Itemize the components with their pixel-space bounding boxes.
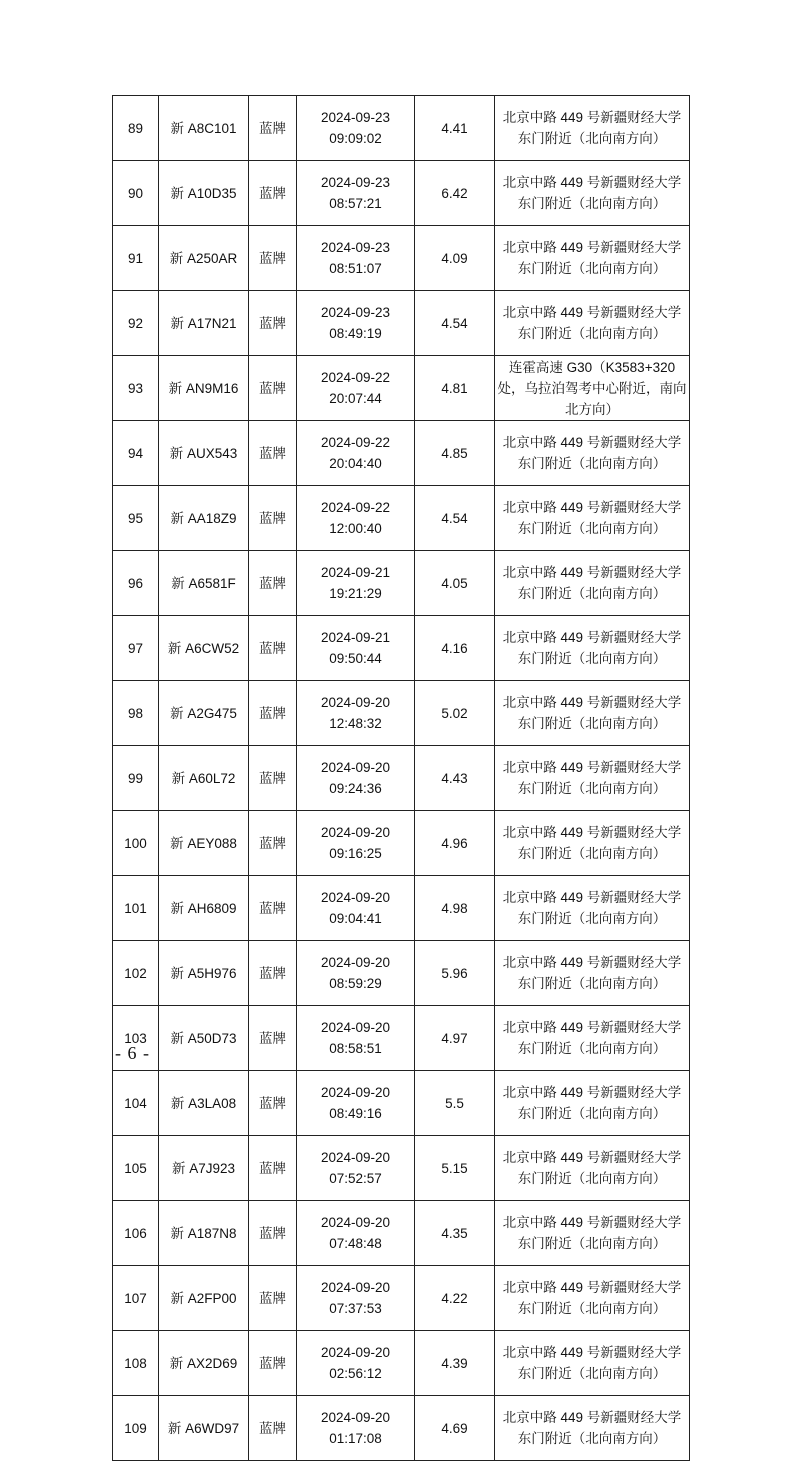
date-text: 2024-09-23 (320, 110, 391, 125)
date-text: 2024-09-21 (320, 630, 391, 645)
value-cell: 4.69 (415, 1396, 495, 1461)
time-text: 09:04:41 (329, 911, 382, 926)
date-text: 2024-09-20 (320, 825, 391, 840)
location-cell: 北京中路 449 号新疆财经大学东门附近（北向南方向） (495, 1006, 690, 1071)
row-number-cell: 91 (113, 226, 159, 291)
plate-cell: 新 A7J923 (159, 1136, 249, 1201)
value-cell: 6.42 (415, 161, 495, 226)
plate-type-cell: 蓝牌 (249, 1331, 297, 1396)
row-number-cell: 103 (113, 1006, 159, 1071)
table-row (113, 421, 690, 486)
datetime-cell (297, 96, 415, 161)
row-number-cell: 105 (113, 1136, 159, 1201)
location-cell: 北京中路 449 号新疆财经大学东门附近（北向南方向） (495, 1396, 690, 1461)
time-text: 08:49:19 (329, 326, 382, 341)
row-number-cell: 89 (113, 96, 159, 161)
plate-type-cell: 蓝牌 (249, 1201, 297, 1266)
plate-cell: 新 A17N21 (159, 291, 249, 356)
plate-type-cell: 蓝牌 (249, 681, 297, 746)
table-row (113, 486, 690, 551)
datetime-cell (297, 681, 415, 746)
datetime-cell (297, 746, 415, 811)
date-text: 2024-09-20 (320, 1410, 391, 1425)
date-text: 2024-09-22 (320, 435, 391, 450)
table-row (113, 1201, 690, 1266)
datetime-cell (297, 1266, 415, 1331)
row-number-cell: 104 (113, 1071, 159, 1136)
plate-cell: 新 A50D73 (159, 1006, 249, 1071)
plate-cell: 新 A3LA08 (159, 1071, 249, 1136)
location-cell: 北京中路 449 号新疆财经大学东门附近（北向南方向） (495, 1136, 690, 1201)
location-cell: 北京中路 449 号新疆财经大学东门附近（北向南方向） (495, 1071, 690, 1136)
value-cell: 4.96 (415, 811, 495, 876)
datetime-cell (297, 291, 415, 356)
table-row (113, 1331, 690, 1396)
table-row (113, 876, 690, 941)
plate-type-cell: 蓝牌 (249, 876, 297, 941)
plate-type-cell: 蓝牌 (249, 941, 297, 1006)
datetime-cell (297, 941, 415, 1006)
datetime-cell (297, 1201, 415, 1266)
time-text: 09:50:44 (329, 651, 382, 666)
records-table-body (113, 96, 690, 1461)
value-cell: 4.41 (415, 96, 495, 161)
date-text: 2024-09-22 (320, 370, 391, 385)
location-cell: 北京中路 449 号新疆财经大学东门附近（北向南方向） (495, 486, 690, 551)
time-text: 08:59:29 (329, 976, 382, 991)
value-cell: 5.5 (415, 1071, 495, 1136)
value-cell: 4.09 (415, 226, 495, 291)
time-text: 02:56:12 (329, 1366, 382, 1381)
time-text: 01:17:08 (329, 1431, 382, 1446)
location-cell: 北京中路 449 号新疆财经大学东门附近（北向南方向） (495, 226, 690, 291)
value-cell: 4.43 (415, 746, 495, 811)
location-cell: 北京中路 449 号新疆财经大学东门附近（北向南方向） (495, 551, 690, 616)
location-cell: 北京中路 449 号新疆财经大学东门附近（北向南方向） (495, 616, 690, 681)
value-cell: 4.05 (415, 551, 495, 616)
date-text: 2024-09-23 (320, 175, 391, 190)
plate-cell: 新 A2FP00 (159, 1266, 249, 1331)
value-cell: 4.16 (415, 616, 495, 681)
date-text: 2024-09-21 (320, 565, 391, 580)
row-number-cell: 93 (113, 356, 159, 421)
table-row (113, 1266, 690, 1331)
time-text: 08:51:07 (329, 261, 382, 276)
plate-type-cell: 蓝牌 (249, 356, 297, 421)
value-cell: 4.35 (415, 1201, 495, 1266)
location-cell: 北京中路 449 号新疆财经大学东门附近（北向南方向） (495, 421, 690, 486)
table-row (113, 96, 690, 161)
time-text: 08:57:21 (329, 196, 382, 211)
location-cell: 北京中路 449 号新疆财经大学东门附近（北向南方向） (495, 941, 690, 1006)
plate-type-cell: 蓝牌 (249, 811, 297, 876)
date-text: 2024-09-20 (320, 1020, 391, 1035)
location-cell: 北京中路 449 号新疆财经大学东门附近（北向南方向） (495, 291, 690, 356)
datetime-cell (297, 1071, 415, 1136)
table-row (113, 616, 690, 681)
value-cell: 5.96 (415, 941, 495, 1006)
row-number-cell: 108 (113, 1331, 159, 1396)
time-text: 12:48:32 (329, 716, 382, 731)
date-text: 2024-09-23 (320, 240, 391, 255)
value-cell: 4.54 (415, 291, 495, 356)
plate-type-cell: 蓝牌 (249, 486, 297, 551)
value-cell: 4.39 (415, 1331, 495, 1396)
row-number-cell: 100 (113, 811, 159, 876)
row-number-cell: 94 (113, 421, 159, 486)
location-cell: 北京中路 449 号新疆财经大学东门附近（北向南方向） (495, 1201, 690, 1266)
plate-type-cell: 蓝牌 (249, 1266, 297, 1331)
row-number-cell: 106 (113, 1201, 159, 1266)
table-row (113, 1396, 690, 1461)
plate-type-cell: 蓝牌 (249, 1006, 297, 1071)
date-text: 2024-09-20 (320, 1085, 391, 1100)
plate-type-cell: 蓝牌 (249, 746, 297, 811)
datetime-cell (297, 486, 415, 551)
location-cell: 北京中路 449 号新疆财经大学东门附近（北向南方向） (495, 96, 690, 161)
plate-cell: 新 A60L72 (159, 746, 249, 811)
plate-type-cell: 蓝牌 (249, 161, 297, 226)
value-cell: 4.97 (415, 1006, 495, 1071)
time-text: 08:58:51 (329, 1041, 382, 1056)
datetime-cell (297, 161, 415, 226)
datetime-cell (297, 1136, 415, 1201)
location-cell: 北京中路 449 号新疆财经大学东门附近（北向南方向） (495, 876, 690, 941)
time-text: 07:52:57 (329, 1171, 382, 1186)
value-cell: 5.15 (415, 1136, 495, 1201)
time-text: 08:49:16 (329, 1106, 382, 1121)
date-text: 2024-09-20 (320, 760, 391, 775)
value-cell: 4.81 (415, 356, 495, 421)
plate-cell: 新 AUX543 (159, 421, 249, 486)
date-text: 2024-09-22 (320, 500, 391, 515)
table-row (113, 161, 690, 226)
plate-cell: 新 AH6809 (159, 876, 249, 941)
plate-cell: 新 A6WD97 (159, 1396, 249, 1461)
plate-cell: 新 A6581F (159, 551, 249, 616)
value-cell: 5.02 (415, 681, 495, 746)
datetime-cell (297, 1396, 415, 1461)
table-row (113, 291, 690, 356)
datetime-cell (297, 1006, 415, 1071)
datetime-cell (297, 1331, 415, 1396)
row-number-cell: 90 (113, 161, 159, 226)
time-text: 07:48:48 (329, 1236, 382, 1251)
value-cell: 4.85 (415, 421, 495, 486)
row-number-cell: 98 (113, 681, 159, 746)
plate-type-cell: 蓝牌 (249, 96, 297, 161)
time-text: 09:09:02 (329, 131, 382, 146)
plate-type-cell: 蓝牌 (249, 551, 297, 616)
plate-cell: 新 A5H976 (159, 941, 249, 1006)
time-text: 09:16:25 (329, 846, 382, 861)
location-cell: 北京中路 449 号新疆财经大学东门附近（北向南方向） (495, 681, 690, 746)
table-row (113, 1006, 690, 1071)
table-row (113, 681, 690, 746)
plate-cell: 新 A187N8 (159, 1201, 249, 1266)
row-number-cell: 109 (113, 1396, 159, 1461)
date-text: 2024-09-20 (320, 890, 391, 905)
plate-cell: 新 AEY088 (159, 811, 249, 876)
location-cell: 连霍高速 G30（K3583+320 处，乌拉泊驾考中心附近，南向北方向） (495, 356, 690, 421)
plate-cell: 新 A8C101 (159, 96, 249, 161)
plate-cell: 新 AA18Z9 (159, 486, 249, 551)
value-cell: 4.98 (415, 876, 495, 941)
table-row (113, 1071, 690, 1136)
date-text: 2024-09-20 (320, 955, 391, 970)
location-cell: 北京中路 449 号新疆财经大学东门附近（北向南方向） (495, 161, 690, 226)
date-text: 2024-09-20 (320, 1215, 391, 1230)
location-cell: 北京中路 449 号新疆财经大学东门附近（北向南方向） (495, 1331, 690, 1396)
value-cell: 4.22 (415, 1266, 495, 1331)
datetime-cell (297, 421, 415, 486)
date-text: 2024-09-23 (320, 305, 391, 320)
table-row (113, 1136, 690, 1201)
time-text: 07:37:53 (329, 1301, 382, 1316)
row-number-cell: 101 (113, 876, 159, 941)
table-row (113, 811, 690, 876)
table-row (113, 551, 690, 616)
date-text: 2024-09-20 (320, 1150, 391, 1165)
date-text: 2024-09-20 (320, 1345, 391, 1360)
datetime-cell (297, 551, 415, 616)
plate-type-cell: 蓝牌 (249, 291, 297, 356)
datetime-cell (297, 616, 415, 681)
plate-type-cell: 蓝牌 (249, 1136, 297, 1201)
time-text: 12:00:40 (329, 521, 382, 536)
plate-cell: 新 AN9M16 (159, 356, 249, 421)
datetime-cell (297, 876, 415, 941)
plate-cell: 新 A2G475 (159, 681, 249, 746)
time-text: 20:04:40 (329, 456, 382, 471)
date-text: 2024-09-20 (320, 695, 391, 710)
plate-type-cell: 蓝牌 (249, 1071, 297, 1136)
date-text: 2024-09-20 (320, 1280, 391, 1295)
time-text: 09:24:36 (329, 781, 382, 796)
datetime-cell (297, 811, 415, 876)
page-number: - 6 - (115, 1043, 150, 1063)
plate-type-cell: 蓝牌 (249, 421, 297, 486)
plate-type-cell: 蓝牌 (249, 616, 297, 681)
location-cell: 北京中路 449 号新疆财经大学东门附近（北向南方向） (495, 746, 690, 811)
location-cell: 北京中路 449 号新疆财经大学东门附近（北向南方向） (495, 1266, 690, 1331)
records-table (112, 95, 690, 1461)
location-cell: 北京中路 449 号新疆财经大学东门附近（北向南方向） (495, 811, 690, 876)
table-row (113, 226, 690, 291)
row-number-cell: 92 (113, 291, 159, 356)
plate-type-cell: 蓝牌 (249, 1396, 297, 1461)
row-number-cell: 97 (113, 616, 159, 681)
plate-cell: 新 A10D35 (159, 161, 249, 226)
plate-type-cell: 蓝牌 (249, 226, 297, 291)
value-cell: 4.54 (415, 486, 495, 551)
plate-cell: 新 A6CW52 (159, 616, 249, 681)
table-row (113, 356, 690, 421)
row-number-cell: 95 (113, 486, 159, 551)
row-number-cell: 96 (113, 551, 159, 616)
time-text: 19:21:29 (329, 586, 382, 601)
row-number-cell: 102 (113, 941, 159, 1006)
table-row (113, 941, 690, 1006)
datetime-cell (297, 356, 415, 421)
datetime-cell (297, 226, 415, 291)
table-row (113, 746, 690, 811)
time-text: 20:07:44 (329, 391, 382, 406)
plate-cell: 新 AX2D69 (159, 1331, 249, 1396)
plate-cell: 新 A250AR (159, 226, 249, 291)
row-number-cell: 99 (113, 746, 159, 811)
row-number-cell: 107 (113, 1266, 159, 1331)
